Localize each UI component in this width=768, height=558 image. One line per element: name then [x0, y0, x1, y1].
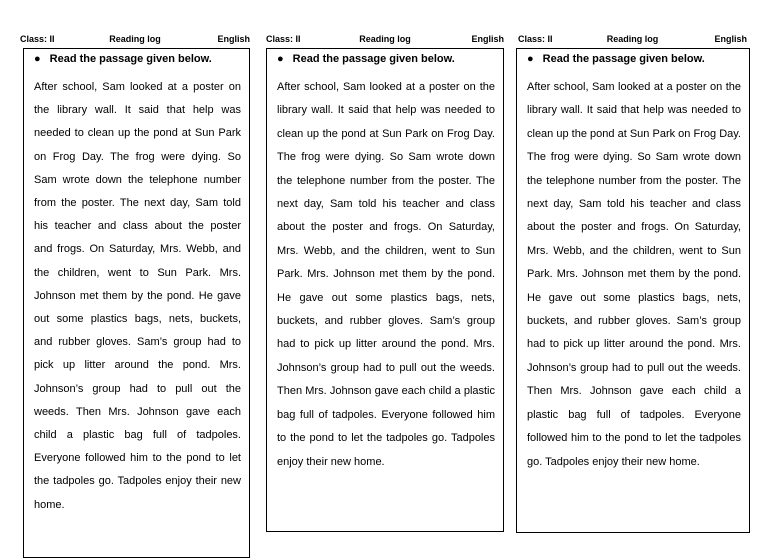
- instruction-heading: [277, 53, 455, 65]
- passage-text: After school, Sam looked at a poster on the library wall. It said that help was needed to clean up the pond at Sun Park on Frog Day. The frog were dying. So Sam wrote down the telephone number from the poster. The next day, Sam told his teacher and class about the poster and frogs. On Saturday, Mrs. Webb, and the children, went to Sun Park. Mrs. Johnson met them by the pond. He gave out some plastics bags, nets, buckets, and rubber gloves. Sam’s group had to pick up litter around the pond. Mrs. Johnson’s group had to pull out the weeds. Then Mrs. Johnson gave each child a plastic bag full of tadpoles. Everyone followed him to the pond to let the tadpoles go. Tadpoles enjoy their new home.: [277, 81, 495, 468]
- bullet-icon: ●: [34, 53, 41, 65]
- reading-log-column-1: [20, 34, 250, 511]
- reading-log-label: Reading log: [109, 34, 161, 44]
- subject-label: English: [471, 34, 504, 44]
- instruction-text: Read the passage given below.: [49, 53, 212, 65]
- passage-text: After school, Sam looked at a poster on the library wall. It said that help was needed to clean up the pond at Sun Park on Frog Day. The frog were dying. So Sam wrote down the telephone number from the poster. The next day, Sam told his teacher and class about the poster and frogs. On Saturday, Mrs. Webb, and the children, went to Sun Park. Mrs. Johnson met them by the pond. He gave out some plastics bags, nets, buckets, and rubber gloves. Sam’s group had to pick up litter around the pond. Mrs. Johnson’s group had to pull out the weeds. Then Mrs. Johnson gave each child a plastic bag full of tadpoles. Everyone followed him to the pond to let the tadpoles go. Tadpoles enjoy their new home.: [527, 81, 741, 468]
- reading-log-column-2: [266, 34, 504, 468]
- subject-label: English: [217, 34, 250, 44]
- class-label: Class: II: [518, 34, 553, 44]
- column-header: [20, 34, 250, 46]
- instruction-text: Read the passage given below.: [542, 53, 705, 65]
- bullet-icon: ●: [277, 53, 284, 65]
- reading-log-label: Reading log: [359, 34, 411, 44]
- instruction-heading: [34, 53, 212, 65]
- column-header: [518, 34, 747, 46]
- column-header: [266, 34, 504, 46]
- passage-box: [266, 48, 504, 532]
- instruction-heading: [527, 53, 705, 65]
- passage-box: [23, 48, 250, 558]
- instruction-text: Read the passage given below.: [292, 53, 455, 65]
- bullet-icon: ●: [527, 53, 534, 65]
- class-label: Class: II: [20, 34, 55, 44]
- passage-box: [516, 48, 750, 533]
- class-label: Class: II: [266, 34, 301, 44]
- reading-log-label: Reading log: [606, 34, 659, 44]
- reading-log-column-3: [518, 34, 747, 468]
- passage-text: After school, Sam looked at a poster on the library wall. It said that help was needed to clean up the pond at Sun Park on Frog Day. The frog were dying. So Sam wrote down the telephone number from the poster. The next day, Sam told his teacher and class about the poster and frogs. On Saturday, Mrs. Webb, and the children, went to Sun Park. Mrs. Johnson met them by the pond. He gave out some plastics bags, nets, buckets, and rubber gloves. Sam’s group had to pick up litter around the pond. Mrs. Johnson’s group had to pull out the weeds. Then Mrs. Johnson gave each child a plastic bag full of tadpoles. Everyone followed him to the pond to let the tadpoles go. Tadpoles enjoy their new home.: [34, 81, 241, 511]
- subject-label: English: [714, 34, 747, 44]
